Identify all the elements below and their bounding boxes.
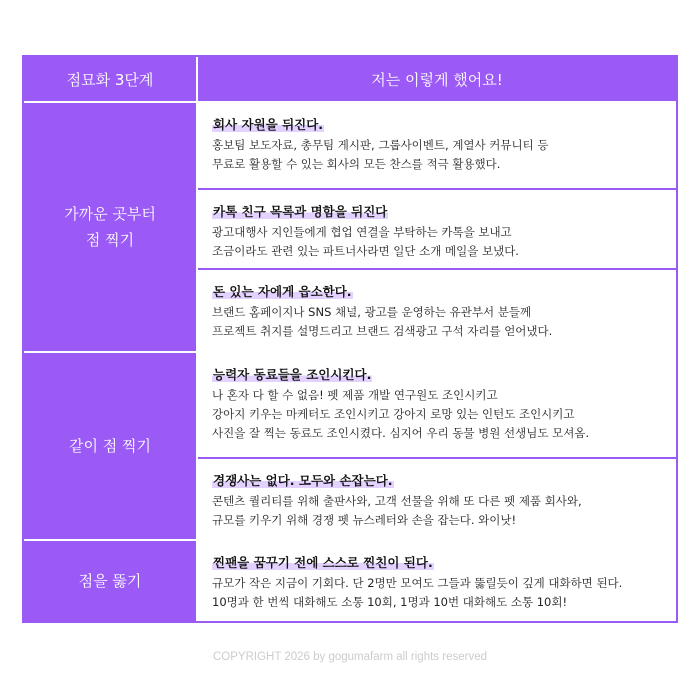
- copyright-footer: COPYRIGHT 2026 by gogumafarm all rights reserved: [213, 651, 487, 663]
- header-step-column: 점묘화 3단계: [24, 57, 198, 101]
- step-label-line2: 점 찍기: [85, 231, 135, 249]
- item-text: 콘텐츠 퀄리티를 위해 출판사와, 고객 선물을 위해 또 다른 펫 제품 회사와,: [212, 494, 582, 508]
- item-text: 프로젝트 취지를 설명드리고 브랜드 검색광고 구석 자리를 얻어냈다.: [212, 324, 553, 338]
- step-item: [198, 268, 676, 351]
- step-label: [24, 541, 198, 621]
- item-title: 카톡 친구 목록과 명함을 뒤진다: [213, 204, 388, 219]
- step-label: [24, 353, 198, 539]
- step-label-line1: 점을 뚫기: [78, 572, 142, 590]
- item-text: 브랜드 홈페이지나 SNS 채널, 광고를 운영하는 유관부서 분들께: [212, 305, 532, 319]
- item-text: 나 혼자 다 할 수 없음! 펫 제품 개발 연구원도 조인시키고: [212, 388, 498, 402]
- table-header: [24, 57, 676, 101]
- item-text: 10명과 한 번씩 대화해도 소통 10회, 1명과 10번 대화해도 소통 10회!: [212, 595, 568, 609]
- item-text: 강아지 키우는 마케터도 조인시키고 강아지 로망 있는 인턴도 조인시키고: [212, 407, 575, 421]
- step-group-3: [24, 539, 676, 621]
- item-text: 규모를 키우기 위해 경쟁 펫 뉴스레터와 손을 잡는다. 와이낫!: [212, 513, 517, 527]
- step-item: [198, 353, 676, 457]
- step-item: [198, 103, 676, 188]
- steps-table: [22, 55, 678, 623]
- step-item: [198, 457, 676, 539]
- step-label-line1: 가까운 곳부터: [64, 205, 156, 223]
- item-title: 경쟁사는 없다. 모두와 손잡는다.: [213, 473, 393, 488]
- item-title: 찐팬을 꿈꾸기 전에 스스로 찐친이 된다.: [213, 555, 433, 570]
- step-item: [198, 541, 676, 621]
- header-method-column: 저는 이렇게 했어요!: [371, 70, 503, 89]
- step-item: [198, 188, 676, 268]
- item-text: 사진을 잘 찍는 동료도 조인시켰다. 심지어 우리 동물 병원 선생님도 모셔옴.: [212, 426, 590, 440]
- step-label: [24, 103, 198, 351]
- item-text: 규모가 작은 지금이 기회다. 단 2명만 모여도 그들과 뚫릴듯이 깊게 대화하면 된다.: [212, 576, 623, 590]
- item-text: 무료로 활용할 수 있는 회사의 모든 찬스를 적극 활용했다.: [212, 157, 501, 171]
- item-text: 조금이라도 관련 있는 파트너사라면 일단 소개 메일을 보냈다.: [212, 244, 519, 258]
- step-group-2: [24, 351, 676, 539]
- step-label-line1: 같이 점 찍기: [69, 437, 151, 455]
- item-text: 홍보팀 보도자료, 총무팀 게시판, 그룹사이벤트, 계열사 커뮤니티 등: [212, 138, 549, 152]
- item-title: 돈 있는 자에게 읍소한다.: [213, 284, 352, 299]
- step-items: [198, 541, 676, 621]
- step-items: [198, 103, 676, 351]
- step-group-1: [24, 101, 676, 351]
- item-text: 광고대행사 지인들에게 협업 연결을 부탁하는 카톡을 보내고: [212, 225, 512, 239]
- step-items: [198, 353, 676, 539]
- item-title: 능력자 동료들을 조인시킨다.: [213, 367, 372, 382]
- item-title: 회사 자원을 뒤진다.: [213, 117, 324, 132]
